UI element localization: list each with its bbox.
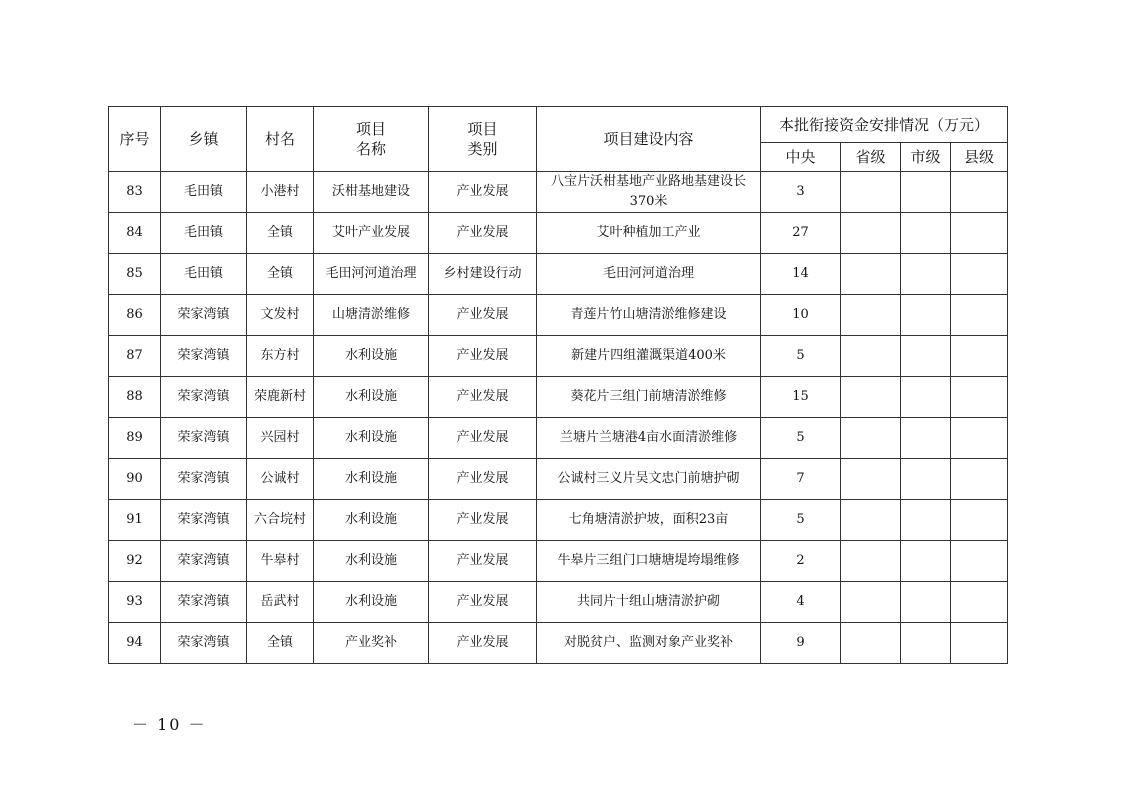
cell-county: [951, 295, 1008, 336]
cell-county: [951, 500, 1008, 541]
cell-central: 10: [761, 295, 841, 336]
cell-province: [841, 582, 901, 623]
cell-city: [901, 254, 951, 295]
cell-central: 7: [761, 459, 841, 500]
cell-type: 产业发展: [429, 418, 537, 459]
cell-province: [841, 623, 901, 664]
col-header-no: 序号: [109, 107, 161, 172]
funding-table: [108, 106, 1008, 664]
cell-county: [951, 172, 1008, 213]
cell-city: [901, 623, 951, 664]
cell-type: 产业发展: [429, 500, 537, 541]
cell-province: [841, 295, 901, 336]
cell-name: 产业奖补: [314, 623, 429, 664]
cell-content: 共同片十组山塘清淤护砌: [537, 582, 761, 623]
cell-town: 荣家湾镇: [161, 500, 247, 541]
col-header-city: 市级: [901, 143, 951, 172]
cell-village: 牛皋村: [247, 541, 314, 582]
cell-province: [841, 459, 901, 500]
cell-content: 兰塘片兰塘港4亩水面清淤维修: [537, 418, 761, 459]
cell-county: [951, 459, 1008, 500]
cell-type: 产业发展: [429, 377, 537, 418]
cell-name: 水利设施: [314, 582, 429, 623]
cell-no: 86: [109, 295, 161, 336]
cell-village: 文发村: [247, 295, 314, 336]
col-header-project-type-line1: 项目: [467, 120, 498, 138]
cell-city: [901, 582, 951, 623]
cell-type: 产业发展: [429, 582, 537, 623]
cell-town: 荣家湾镇: [161, 623, 247, 664]
col-header-county: 县级: [951, 143, 1008, 172]
cell-name: 水利设施: [314, 541, 429, 582]
cell-central: 27: [761, 213, 841, 254]
col-header-village: 村名: [247, 107, 314, 172]
cell-town: 荣家湾镇: [161, 377, 247, 418]
cell-town: 荣家湾镇: [161, 418, 247, 459]
cell-town: 荣家湾镇: [161, 295, 247, 336]
cell-province: [841, 418, 901, 459]
cell-city: [901, 418, 951, 459]
cell-no: 94: [109, 623, 161, 664]
cell-county: [951, 541, 1008, 582]
table-row: [109, 500, 1008, 541]
table-row: [109, 295, 1008, 336]
cell-province: [841, 213, 901, 254]
cell-content: 毛田河河道治理: [537, 254, 761, 295]
cell-county: [951, 213, 1008, 254]
table-row: [109, 336, 1008, 377]
cell-county: [951, 254, 1008, 295]
cell-no: 85: [109, 254, 161, 295]
page-number: － 10 －: [132, 715, 207, 734]
cell-province: [841, 172, 901, 213]
cell-village: 岳武村: [247, 582, 314, 623]
cell-type: 产业发展: [429, 459, 537, 500]
col-header-project-name-line1: 项目: [355, 120, 386, 138]
cell-content: 青莲片竹山塘清淤维修建设: [537, 295, 761, 336]
cell-central: 5: [761, 500, 841, 541]
cell-village: 东方村: [247, 336, 314, 377]
cell-type: 产业发展: [429, 295, 537, 336]
cell-central: 15: [761, 377, 841, 418]
cell-name: 水利设施: [314, 336, 429, 377]
cell-town: 荣家湾镇: [161, 336, 247, 377]
cell-village: 全镇: [247, 623, 314, 664]
cell-county: [951, 623, 1008, 664]
cell-no: 92: [109, 541, 161, 582]
cell-name: 山塘清淤维修: [314, 295, 429, 336]
cell-central: 5: [761, 418, 841, 459]
cell-village: 小港村: [247, 172, 314, 213]
cell-name: 水利设施: [314, 418, 429, 459]
cell-type: 产业发展: [429, 541, 537, 582]
col-header-project-type: [429, 107, 537, 172]
cell-village: 六合垸村: [247, 500, 314, 541]
cell-name: 水利设施: [314, 459, 429, 500]
col-header-project-name-line2: 名称: [355, 140, 386, 158]
cell-central: 2: [761, 541, 841, 582]
cell-county: [951, 418, 1008, 459]
table-row: [109, 172, 1008, 213]
cell-content: 七角塘清淤护坡，面积23亩: [537, 500, 761, 541]
cell-content: 葵花片三组门前塘清淤维修: [537, 377, 761, 418]
cell-no: 87: [109, 336, 161, 377]
cell-no: 83: [109, 172, 161, 213]
cell-village: 全镇: [247, 254, 314, 295]
cell-content: 艾叶种植加工产业: [537, 213, 761, 254]
cell-county: [951, 336, 1008, 377]
cell-province: [841, 336, 901, 377]
cell-city: [901, 541, 951, 582]
cell-no: 84: [109, 213, 161, 254]
cell-province: [841, 254, 901, 295]
cell-city: [901, 213, 951, 254]
cell-no: 88: [109, 377, 161, 418]
col-header-project-name: [314, 107, 429, 172]
col-header-funds: 本批衔接资金安排情况（万元）: [761, 107, 1008, 143]
cell-content: 对脱贫户、监测对象产业奖补: [537, 623, 761, 664]
cell-province: [841, 377, 901, 418]
cell-city: [901, 459, 951, 500]
cell-town: 毛田镇: [161, 172, 247, 213]
col-header-province: 省级: [841, 143, 901, 172]
cell-village: 兴园村: [247, 418, 314, 459]
table-row: [109, 623, 1008, 664]
cell-central: 9: [761, 623, 841, 664]
cell-no: 91: [109, 500, 161, 541]
cell-no: 93: [109, 582, 161, 623]
col-header-town: 乡镇: [161, 107, 247, 172]
cell-content: 新建片四组灌溉渠道400米: [537, 336, 761, 377]
cell-town: 毛田镇: [161, 254, 247, 295]
col-header-central: 中央: [761, 143, 841, 172]
cell-province: [841, 541, 901, 582]
table-row: [109, 213, 1008, 254]
cell-type: 产业发展: [429, 172, 537, 213]
cell-town: 荣家湾镇: [161, 582, 247, 623]
header-row: [109, 107, 1008, 143]
cell-town: 荣家湾镇: [161, 541, 247, 582]
cell-town: 毛田镇: [161, 213, 247, 254]
table-row: [109, 459, 1008, 500]
cell-type: 产业发展: [429, 336, 537, 377]
table-row: [109, 254, 1008, 295]
table-body: [109, 172, 1008, 664]
cell-central: 5: [761, 336, 841, 377]
cell-no: 89: [109, 418, 161, 459]
cell-name: 毛田河河道治理: [314, 254, 429, 295]
cell-village: 公诚村: [247, 459, 314, 500]
cell-name: 水利设施: [314, 500, 429, 541]
cell-type: 乡村建设行动: [429, 254, 537, 295]
cell-county: [951, 582, 1008, 623]
col-header-content: 项目建设内容: [537, 107, 761, 172]
cell-province: [841, 500, 901, 541]
col-header-project-type-line2: 类别: [467, 140, 498, 158]
cell-city: [901, 172, 951, 213]
cell-name: 水利设施: [314, 377, 429, 418]
cell-content: 公诚村三义片吴文忠门前塘护砌: [537, 459, 761, 500]
cell-content: 牛皋片三组门口塘塘堤垮塌维修: [537, 541, 761, 582]
cell-city: [901, 295, 951, 336]
table-row: [109, 541, 1008, 582]
cell-central: 3: [761, 172, 841, 213]
table-row: [109, 377, 1008, 418]
cell-city: [901, 500, 951, 541]
cell-central: 14: [761, 254, 841, 295]
cell-village: 全镇: [247, 213, 314, 254]
cell-town: 荣家湾镇: [161, 459, 247, 500]
cell-city: [901, 377, 951, 418]
cell-city: [901, 336, 951, 377]
cell-content: 八宝片沃柑基地产业路地基建设长370米: [537, 172, 761, 213]
cell-type: 产业发展: [429, 623, 537, 664]
cell-type: 产业发展: [429, 213, 537, 254]
cell-village: 荣鹿新村: [247, 377, 314, 418]
cell-no: 90: [109, 459, 161, 500]
cell-county: [951, 377, 1008, 418]
cell-name: 沃柑基地建设: [314, 172, 429, 213]
table-row: [109, 582, 1008, 623]
cell-name: 艾叶产业发展: [314, 213, 429, 254]
table-row: [109, 418, 1008, 459]
cell-central: 4: [761, 582, 841, 623]
